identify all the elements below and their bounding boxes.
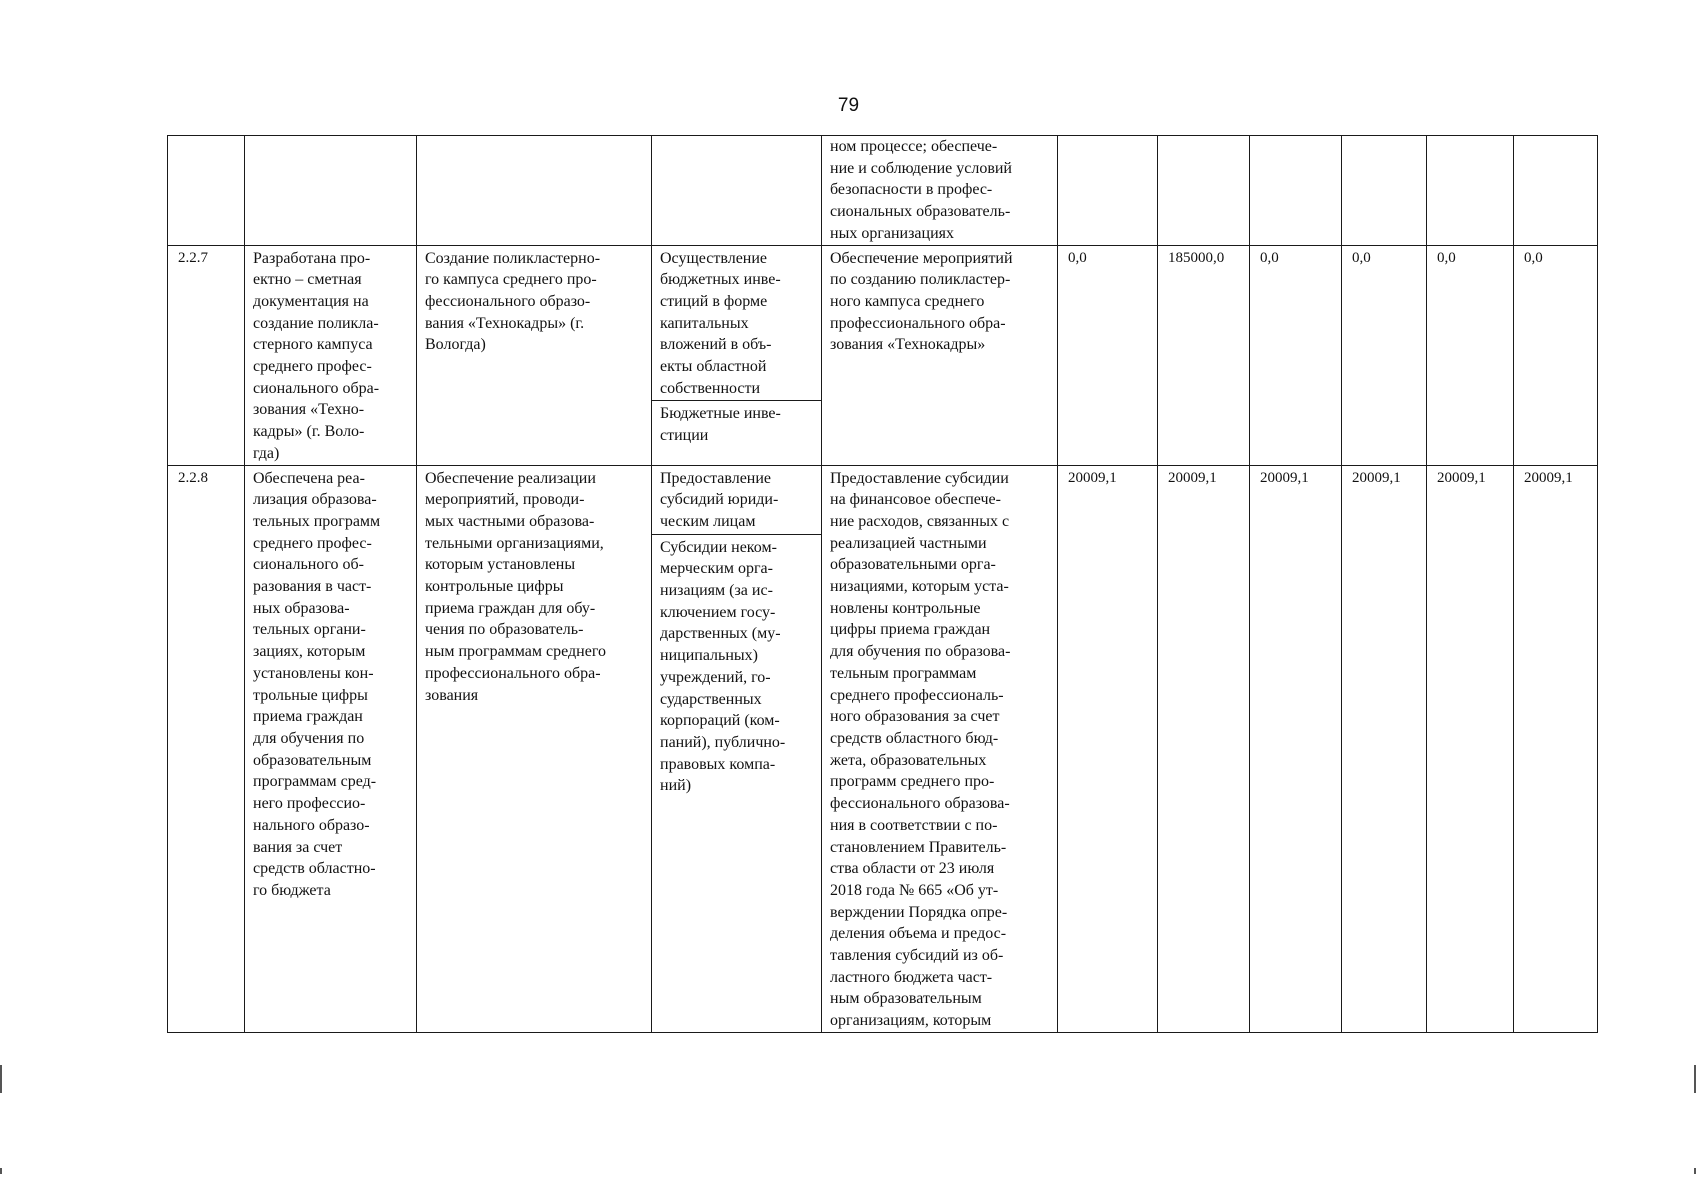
- row-number: 2.2.7: [168, 245, 245, 465]
- scan-edge-mark: [0, 1168, 2, 1174]
- page-number: 79: [837, 95, 860, 116]
- text-line: ния в соответствии с по-: [830, 816, 998, 834]
- purpose-cell: [822, 245, 1058, 465]
- text-line: чения по образователь-: [425, 621, 584, 639]
- text-line: ного образования за счет: [830, 708, 1000, 726]
- text-line: паний), публично-: [660, 733, 786, 751]
- text-line: зования «Технокадры»: [830, 336, 986, 354]
- text-line: установлены кон-: [253, 664, 374, 682]
- direction-main: [652, 248, 821, 402]
- amount-cell: 20009,1: [1158, 465, 1250, 1032]
- text-line: на финансовое обеспече-: [830, 491, 1001, 509]
- text-line: ства области от 23 июля: [830, 860, 995, 878]
- text-line: бюджетных инве-: [660, 271, 781, 289]
- direction-sub: [660, 401, 813, 446]
- text-line: Бюджетные инве-: [660, 405, 781, 423]
- text-line: собственности: [660, 379, 761, 397]
- text-line: жета, образовательных: [830, 751, 987, 769]
- text-line: приема граждан: [253, 708, 363, 726]
- cont-cell-purpose: [822, 136, 1058, 246]
- text-line: создание поликла-: [253, 314, 379, 332]
- text-line: него профессио-: [253, 795, 366, 813]
- cont-cell-direction: [652, 136, 822, 246]
- cont-cell-amount: [1250, 136, 1342, 246]
- text-line: гда): [253, 444, 280, 462]
- text-line: мерческим орга-: [660, 560, 773, 578]
- direction-cell: [652, 245, 822, 465]
- text-line: программ среднего про-: [830, 773, 995, 791]
- text-line: Разработана про-: [253, 249, 371, 267]
- text-line: тельными организациями,: [425, 534, 604, 552]
- cont-cell-event: [417, 136, 652, 246]
- text-line: кадры» (г. Воло-: [253, 423, 365, 441]
- cont-cell-num: [168, 136, 245, 246]
- row-number: 2.2.8: [168, 465, 245, 1032]
- program-table: [167, 135, 1598, 1033]
- text-line: для обучения по: [253, 729, 365, 747]
- text-line: ластного бюджета част-: [830, 968, 993, 986]
- text-line: мероприятий, проводи-: [425, 491, 585, 509]
- direction-main: [652, 468, 821, 535]
- text-line: сионального об-: [253, 556, 364, 574]
- amount-cell: 20009,1: [1058, 465, 1158, 1032]
- text-line: Предоставление субсидии: [830, 469, 1009, 487]
- text-line: лизация образова-: [253, 491, 377, 509]
- text-line: Обеспечена реа-: [253, 469, 365, 487]
- text-line: стиций в форме: [660, 292, 768, 310]
- text-line: Обеспечение реализации: [425, 469, 596, 487]
- text-line: цифры приема граждан: [830, 621, 991, 639]
- text-line: ниципальных): [660, 647, 758, 665]
- event-cell: [417, 465, 652, 1032]
- amount-cell: 20009,1: [1250, 465, 1342, 1032]
- text-line: по созданию поликластер-: [830, 271, 1011, 289]
- text-line: образовательным: [253, 751, 372, 769]
- scan-edge-mark: [0, 1065, 2, 1093]
- text-line: правовых компа-: [660, 755, 776, 773]
- table-row-2-2-8: [168, 465, 1598, 1032]
- direction-sub: [660, 535, 813, 797]
- continuation-row: [168, 136, 1598, 246]
- text-line: документация на: [253, 292, 369, 310]
- text-line: сиональных образователь-: [830, 203, 1011, 221]
- text-line: образовательными орга-: [830, 556, 996, 574]
- text-line: верждении Порядка опре-: [830, 903, 1008, 921]
- text-line: сударственных: [660, 690, 762, 708]
- amount-cell: 20009,1: [1427, 465, 1514, 1032]
- text-line: ектно – сметная: [253, 271, 362, 289]
- amount-cell: 185000,0: [1158, 245, 1250, 465]
- text-line: го бюджета: [253, 881, 331, 899]
- text-line: ного кампуса среднего: [830, 292, 985, 310]
- text-line: ным программам среднего: [425, 643, 606, 661]
- text-line: ных организациях: [830, 224, 955, 242]
- text-line: вания «Технокадры» (г.: [425, 314, 585, 332]
- text-line: сионального обра-: [253, 379, 380, 397]
- text-line: среднего профессиональ-: [830, 686, 1004, 704]
- text-line: разования в част-: [253, 578, 372, 596]
- text-line: ном процессе; обеспече-: [830, 138, 998, 155]
- text-line: становлением Правитель-: [830, 838, 1007, 856]
- text-line: безопасности в профес-: [830, 181, 993, 199]
- text-line: екты областной: [660, 358, 767, 376]
- scan-edge-mark: [1694, 1168, 1696, 1174]
- text-line: профессионального обра-: [830, 314, 1006, 332]
- result-cell: [245, 465, 417, 1032]
- text-line: стерного кампуса: [253, 336, 373, 354]
- text-line: фессионального образова-: [830, 795, 1010, 813]
- text-line: мых частными образова-: [425, 512, 595, 530]
- text-line: зациях, которым: [253, 643, 366, 661]
- text-line: Создание поликластерно-: [425, 249, 601, 267]
- text-line: 2018 года № 665 «Об ут-: [830, 881, 999, 899]
- text-line: программам сред-: [253, 773, 377, 791]
- text-line: приема граждан для обу-: [425, 599, 596, 617]
- text-line: средств областного бюд-: [830, 729, 999, 747]
- text-line: низациям (за ис-: [660, 582, 773, 600]
- text-line: среднего профес-: [253, 358, 372, 376]
- text-line: ний): [660, 777, 692, 795]
- text-line: Обеспечение мероприятий: [830, 249, 1013, 267]
- cont-cell-result: [245, 136, 417, 246]
- text-line: ческим лицам: [660, 512, 756, 530]
- text-line: которым установлены: [425, 556, 576, 574]
- amount-cell: 20009,1: [1514, 465, 1598, 1032]
- text-line: ным образовательным: [830, 990, 982, 1008]
- table-row-2-2-7: [168, 245, 1598, 465]
- text-line: вания за счет: [253, 838, 343, 856]
- text-line: зования «Техно-: [253, 401, 365, 419]
- cont-cell-amount: [1514, 136, 1598, 246]
- cont-cell-amount: [1342, 136, 1427, 246]
- text-line: тельных программ: [253, 512, 381, 530]
- text-line: ние расходов, связанных с: [830, 512, 1010, 530]
- cont-cell-amount: [1427, 136, 1514, 246]
- cont-cell-amount: [1158, 136, 1250, 246]
- text-line: Субсидии неком-: [660, 538, 777, 556]
- text-line: тельных органи-: [253, 621, 366, 639]
- text-line: тавления субсидий из об-: [830, 947, 1004, 965]
- text-line: субсидий юриди-: [660, 491, 779, 509]
- text-line: тельным программам: [830, 664, 977, 682]
- purpose-cell: [822, 465, 1058, 1032]
- text-line: ключением госу-: [660, 603, 776, 621]
- text-line: корпораций (ком-: [660, 712, 780, 730]
- direction-cell: [652, 465, 822, 1032]
- text-line: Предоставление: [660, 469, 772, 487]
- text-line: нального образо-: [253, 816, 370, 834]
- text-line: трольные цифры: [253, 686, 368, 704]
- text-line: ние и соблюдение условий: [830, 159, 1012, 177]
- text-line: Вологда): [425, 336, 486, 354]
- text-line: новлены контрольные: [830, 599, 981, 617]
- text-line: средств областно-: [253, 860, 376, 878]
- text-line: контрольные цифры: [425, 578, 564, 596]
- text-line: организациям, которым: [830, 1012, 992, 1030]
- text-line: стиции: [660, 427, 709, 445]
- scan-edge-mark: [1694, 1065, 1696, 1093]
- amount-cell: 0,0: [1427, 245, 1514, 465]
- text-line: зования: [425, 686, 479, 704]
- amount-cell: 0,0: [1342, 245, 1427, 465]
- text-line: среднего профес-: [253, 534, 372, 552]
- result-cell: [245, 245, 417, 465]
- amount-cell: 0,0: [1514, 245, 1598, 465]
- text-line: фессионального образо-: [425, 292, 591, 310]
- text-line: реализацией частными: [830, 534, 987, 552]
- amount-cell: 0,0: [1058, 245, 1158, 465]
- text-line: капитальных: [660, 314, 749, 332]
- text-line: дарственных (му-: [660, 625, 781, 643]
- text-line: Осуществление: [660, 249, 768, 267]
- text-line: для обучения по образова-: [830, 643, 1011, 661]
- text-line: ных образова-: [253, 599, 350, 617]
- cont-cell-amount: [1058, 136, 1158, 246]
- text-line: вложений в объ-: [660, 336, 772, 354]
- amount-cell: 0,0: [1250, 245, 1342, 465]
- text-line: учреждений, го-: [660, 668, 771, 686]
- amount-cell: 20009,1: [1342, 465, 1427, 1032]
- text-line: профессионального обра-: [425, 664, 601, 682]
- event-cell: [417, 245, 652, 465]
- text-line: го кампуса среднего про-: [425, 271, 597, 289]
- text-line: низациями, которым уста-: [830, 578, 1009, 596]
- text-line: деления объема и предос-: [830, 925, 1007, 943]
